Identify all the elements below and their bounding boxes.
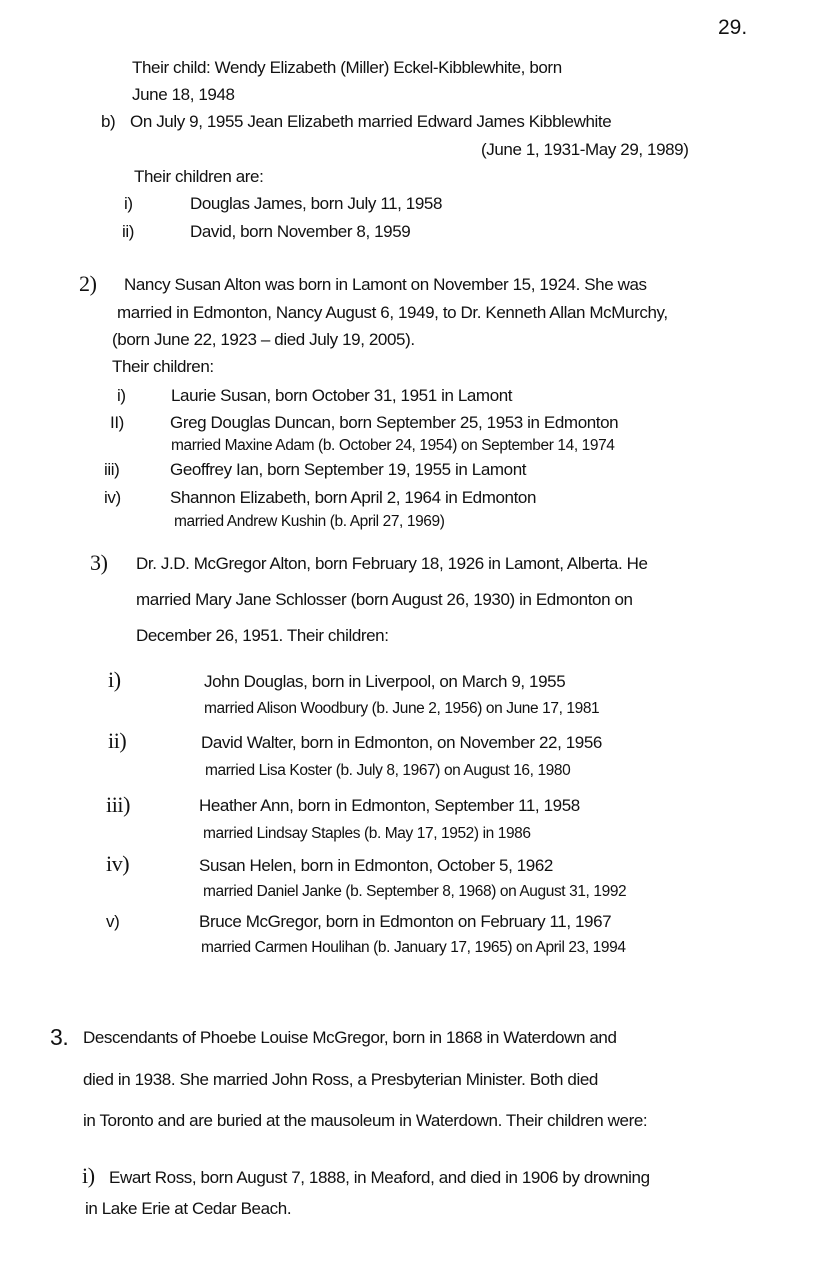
list-item-marker: i) bbox=[82, 1163, 95, 1188]
part-3-line3: in Toronto and are buried at the mausoleum in Waterdown. Their children were: bbox=[83, 1111, 648, 1130]
list-item-marker: ii) bbox=[108, 728, 127, 753]
list-item: Geoffrey Ian, born September 19, 1955 in Lamont bbox=[170, 460, 527, 479]
list-item-marker: v) bbox=[106, 912, 120, 931]
list-item-marker: i) bbox=[124, 194, 133, 213]
list-item: Heather Ann, born in Edmonton, September 11, 1958 bbox=[199, 796, 580, 815]
list-item: David, born November 8, 1959 bbox=[190, 222, 411, 241]
list-item-married: married Carmen Houlihan (b. January 17, 1965) on April 23, 1994 bbox=[201, 939, 626, 956]
section-2-line2: married in Edmonton, Nancy August 6, 1949, to Dr. Kenneth Allan McMurchy, bbox=[117, 303, 668, 322]
item-b-marker: b) bbox=[101, 112, 116, 131]
list-item-marker: iii) bbox=[106, 792, 131, 817]
list-item-married: married Lisa Koster (b. July 8, 1967) on August 16, 1980 bbox=[205, 762, 571, 779]
list-item-marker: iv) bbox=[106, 851, 130, 876]
section-3-line1: Dr. J.D. McGregor Alton, born February 18, 1926 in Lamont, Alberta. He bbox=[136, 554, 648, 573]
section-2-children-heading: Their children: bbox=[112, 357, 214, 376]
item-b-line2: (June 1, 1931-May 29, 1989) bbox=[481, 140, 689, 159]
list-item: Greg Douglas Duncan, born September 25, 1953 in Edmonton bbox=[170, 413, 619, 432]
list-item-married: married Daniel Janke (b. September 8, 1968) on August 31, 1992 bbox=[203, 883, 627, 900]
section-2-line3: (born June 22, 1923 – died July 19, 2005). bbox=[112, 330, 415, 349]
their-child-line: Their child: Wendy Elizabeth (Miller) Eckel-Kibblewhite, born bbox=[132, 58, 562, 77]
section-3-marker: 3) bbox=[90, 550, 108, 575]
part-3-marker: 3. bbox=[50, 1024, 69, 1050]
list-item: Bruce McGregor, born in Edmonton on February 11, 1967 bbox=[199, 912, 612, 931]
page-number: 29. bbox=[718, 16, 748, 39]
list-item: David Walter, born in Edmonton, on November 22, 1956 bbox=[201, 733, 602, 752]
section-2-line1: Nancy Susan Alton was born in Lamont on November 15, 1924. She was bbox=[124, 275, 647, 294]
list-item-married: married Lindsay Staples (b. May 17, 1952) in 1986 bbox=[203, 825, 531, 842]
list-item-marker: ii) bbox=[122, 222, 135, 241]
list-item-married: married Andrew Kushin (b. April 27, 1969) bbox=[174, 513, 445, 530]
section-2-marker: 2) bbox=[79, 271, 97, 296]
section-3-line3: December 26, 1951. Their children: bbox=[136, 626, 389, 645]
list-item-married: married Maxine Adam (b. October 24, 1954) on September 14, 1974 bbox=[171, 437, 615, 454]
list-item-marker: i) bbox=[108, 667, 121, 692]
list-item-marker: iii) bbox=[104, 460, 120, 479]
list-item-marker: i) bbox=[117, 386, 126, 405]
list-item: Ewart Ross, born August 7, 1888, in Meaford, and died in 1906 by drowning bbox=[109, 1168, 650, 1187]
list-item-married: married Alison Woodbury (b. June 2, 1956) on June 17, 1981 bbox=[204, 700, 600, 717]
section-3-line2: married Mary Jane Schlosser (born August 26, 1930) in Edmonton on bbox=[136, 590, 633, 609]
list-item: Douglas James, born July 11, 1958 bbox=[190, 194, 443, 213]
part-3-line2: died in 1938. She married John Ross, a Presbyterian Minister. Both died bbox=[83, 1070, 598, 1089]
list-item: Laurie Susan, born October 31, 1951 in Lamont bbox=[171, 386, 513, 405]
their-child-birthdate: June 18, 1948 bbox=[132, 85, 235, 104]
list-item-continuation: in Lake Erie at Cedar Beach. bbox=[85, 1199, 292, 1218]
list-item-marker: iv) bbox=[104, 488, 121, 507]
children-heading: Their children are: bbox=[134, 167, 264, 186]
list-item: Shannon Elizabeth, born April 2, 1964 in Edmonton bbox=[170, 488, 537, 507]
list-item: John Douglas, born in Liverpool, on March 9, 1955 bbox=[204, 672, 566, 691]
list-item: Susan Helen, born in Edmonton, October 5, 1962 bbox=[199, 856, 553, 875]
part-3-line1: Descendants of Phoebe Louise McGregor, born in 1868 in Waterdown and bbox=[83, 1028, 617, 1047]
list-item-marker: II) bbox=[110, 413, 124, 432]
item-b-line1: On July 9, 1955 Jean Elizabeth married Edward James Kibblewhite bbox=[130, 112, 612, 131]
